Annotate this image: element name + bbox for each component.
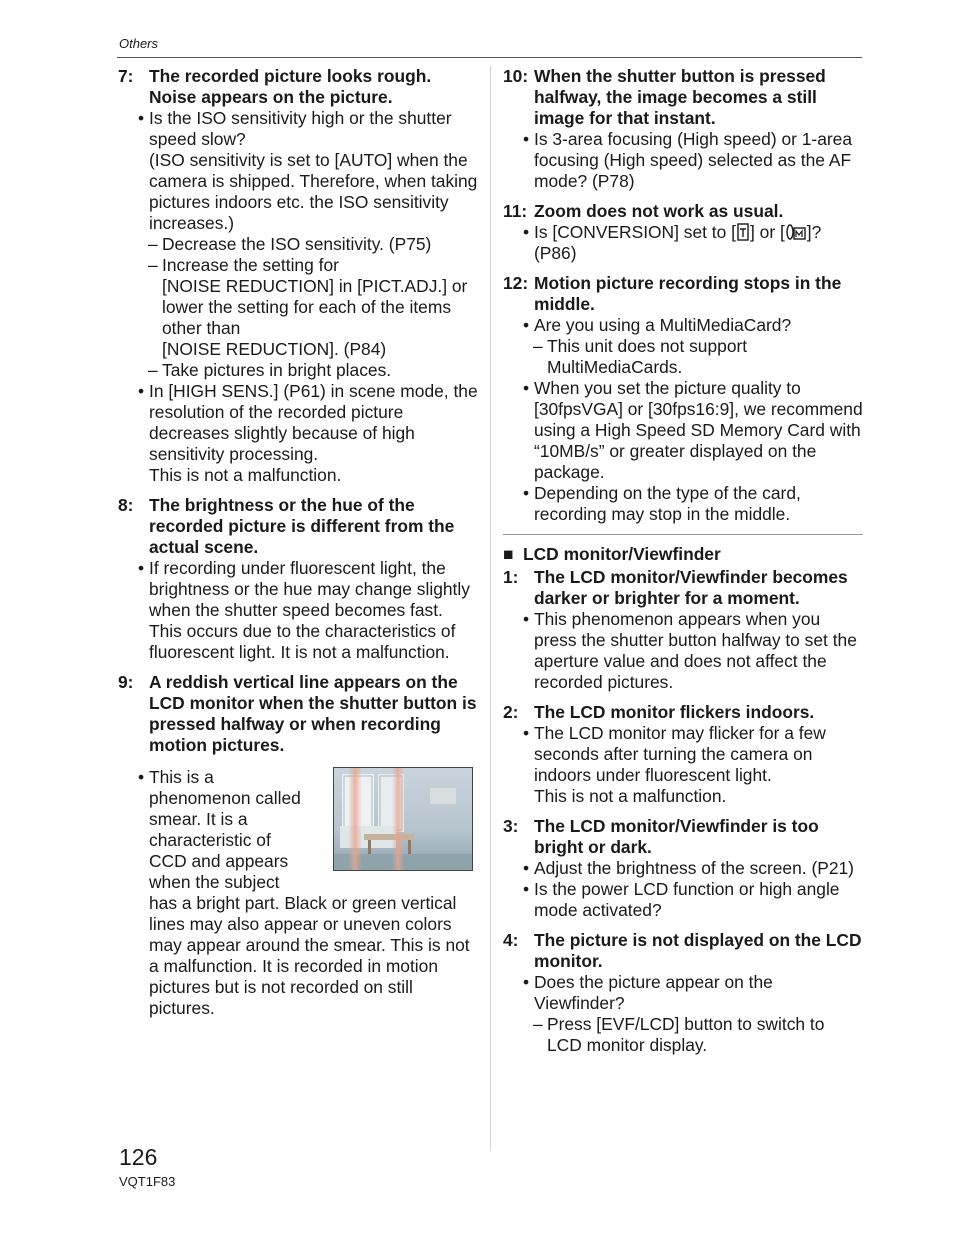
note-text: (ISO sensitivity is set to [AUTO] when the camera is shipped. Therefore, when taking pictures indoors etc. the ISO sensitivity increases.)	[149, 150, 478, 233]
bullet: • This is a phenomenon called smear. It is a characteristic of CCD and appears when the subject	[118, 767, 478, 893]
note-text: This is not a malfunction.	[149, 465, 342, 485]
faq-item-11	[503, 201, 863, 264]
question-title: Zoom does not work as usual.	[534, 201, 784, 221]
square-bullet-icon: ■	[503, 544, 514, 564]
question-title: The LCD monitor/Viewfinder is too bright or dark.	[534, 816, 819, 857]
question-title: When the shutter button is pressed halfway, the image becomes a still image for that instant.	[534, 66, 826, 128]
faq-item-10	[503, 66, 863, 192]
question-title: The brightness or the hue of the recorded picture is different from the actual scene.	[149, 495, 455, 557]
dash-item: – Decrease the ISO sensitivity. (P75)	[118, 234, 478, 255]
item-number: 1:	[503, 567, 519, 587]
faq-item-9	[118, 672, 478, 1019]
bullet: • Is the ISO sensitivity high or the shutter speed slow?	[118, 108, 478, 150]
column-divider	[490, 66, 491, 1151]
item-number: 3:	[503, 816, 519, 836]
question-title: Motion picture recording stops in the middle.	[534, 273, 842, 314]
smear-example-photo	[333, 767, 473, 871]
faq-item-lcd-2	[503, 702, 863, 807]
faq-item-12	[503, 273, 863, 525]
bullet: • Depending on the type of the card, recording may stop in the middle.	[503, 483, 863, 525]
item-number: 12:	[503, 273, 529, 293]
bullet: • In [HIGH SENS.] (P61) in scene mode, the resolution of the recorded picture decreases slightly because of high sensitivity processing.	[118, 381, 478, 465]
faq-item-8	[118, 495, 478, 663]
faq-item-lcd-3	[503, 816, 863, 921]
bullet: • The LCD monitor may flicker for a few seconds after turning the camera on indoors under fluorescent light.	[503, 723, 863, 786]
question-title: A reddish vertical line appears on the LCD monitor when the shutter button is pressed halfway or when recording motion pictures.	[149, 672, 477, 755]
item-number: 4:	[503, 930, 519, 950]
dash-item: – Increase the setting for [NOISE REDUCTION] in [PICT.ADJ.] or lower the setting for each of the items other than [NOISE REDUCTION]. (P84)	[118, 255, 478, 360]
note-text: This is not a malfunction.	[534, 786, 727, 806]
faq-item-lcd-1	[503, 567, 863, 693]
wide-conversion-icon	[785, 222, 807, 242]
section-label: Others	[119, 36, 159, 51]
header-rule	[117, 57, 862, 58]
question-title: The recorded picture looks rough. Noise appears on the picture.	[149, 66, 432, 107]
right-column	[503, 66, 863, 1065]
bullet: • Are you using a MultiMediaCard?	[503, 315, 863, 336]
bullet: • Is [CONVERSION] set to [ ] or [ ]? (P86)	[503, 222, 863, 264]
section-divider	[503, 534, 863, 535]
note-text: has a bright part. Black or green vertical lines may also appear or uneven colors may appear around the smear. This is not a malfunction. It is recorded in motion pictures but is not recorded on still pictures.	[149, 893, 470, 1018]
bullet: • When you set the picture quality to [30fpsVGA] or [30fps16:9], we recommend using a High Speed SD Memory Card with “10MB/s” or greater displayed on the package.	[503, 378, 863, 483]
item-number: 11:	[503, 201, 528, 221]
faq-item-7	[118, 66, 478, 486]
question-title: The LCD monitor flickers indoors.	[534, 702, 815, 722]
bullet: • Is 3-area focusing (High speed) or 1-area focusing (High speed) selected as the AF mode? (P78)	[503, 129, 863, 192]
dash-item: – This unit does not support MultiMediaCards.	[503, 336, 863, 378]
question-title: The picture is not displayed on the LCD monitor.	[534, 930, 862, 971]
question-title: The LCD monitor/Viewfinder becomes darker or brighter for a moment.	[534, 567, 848, 608]
dash-item: – Take pictures in bright places.	[118, 360, 478, 381]
faq-item-lcd-4	[503, 930, 863, 1056]
bullet: • Adjust the brightness of the screen. (P21)	[503, 858, 863, 879]
section-heading: ■ LCD monitor/Viewfinder	[503, 544, 721, 564]
document-code: VQT1F83	[119, 1174, 176, 1189]
bullet: • This phenomenon appears when you press the shutter button halfway to set the aperture value and does not affect the recorded pictures.	[503, 609, 863, 693]
bullet: • Is the power LCD function or high angle mode activated?	[503, 879, 863, 921]
item-number: 2:	[503, 702, 519, 722]
page-number: 126	[119, 1144, 158, 1170]
item-number: 7:	[118, 66, 134, 86]
bullet: • If recording under fluorescent light, the brightness or the hue may change slightly when the shutter speed becomes fast. This occurs due to the characteristics of fluorescent light. It is not a malfunction.	[118, 558, 478, 663]
item-number: 9:	[118, 672, 134, 692]
bullet: • Does the picture appear on the Viewfinder?	[503, 972, 863, 1014]
tele-conversion-icon	[736, 222, 750, 242]
dash-item: – Press [EVF/LCD] button to switch to LCD monitor display.	[503, 1014, 863, 1056]
left-column	[118, 66, 478, 1019]
item-number: 8:	[118, 495, 134, 515]
item-number: 10:	[503, 66, 529, 86]
